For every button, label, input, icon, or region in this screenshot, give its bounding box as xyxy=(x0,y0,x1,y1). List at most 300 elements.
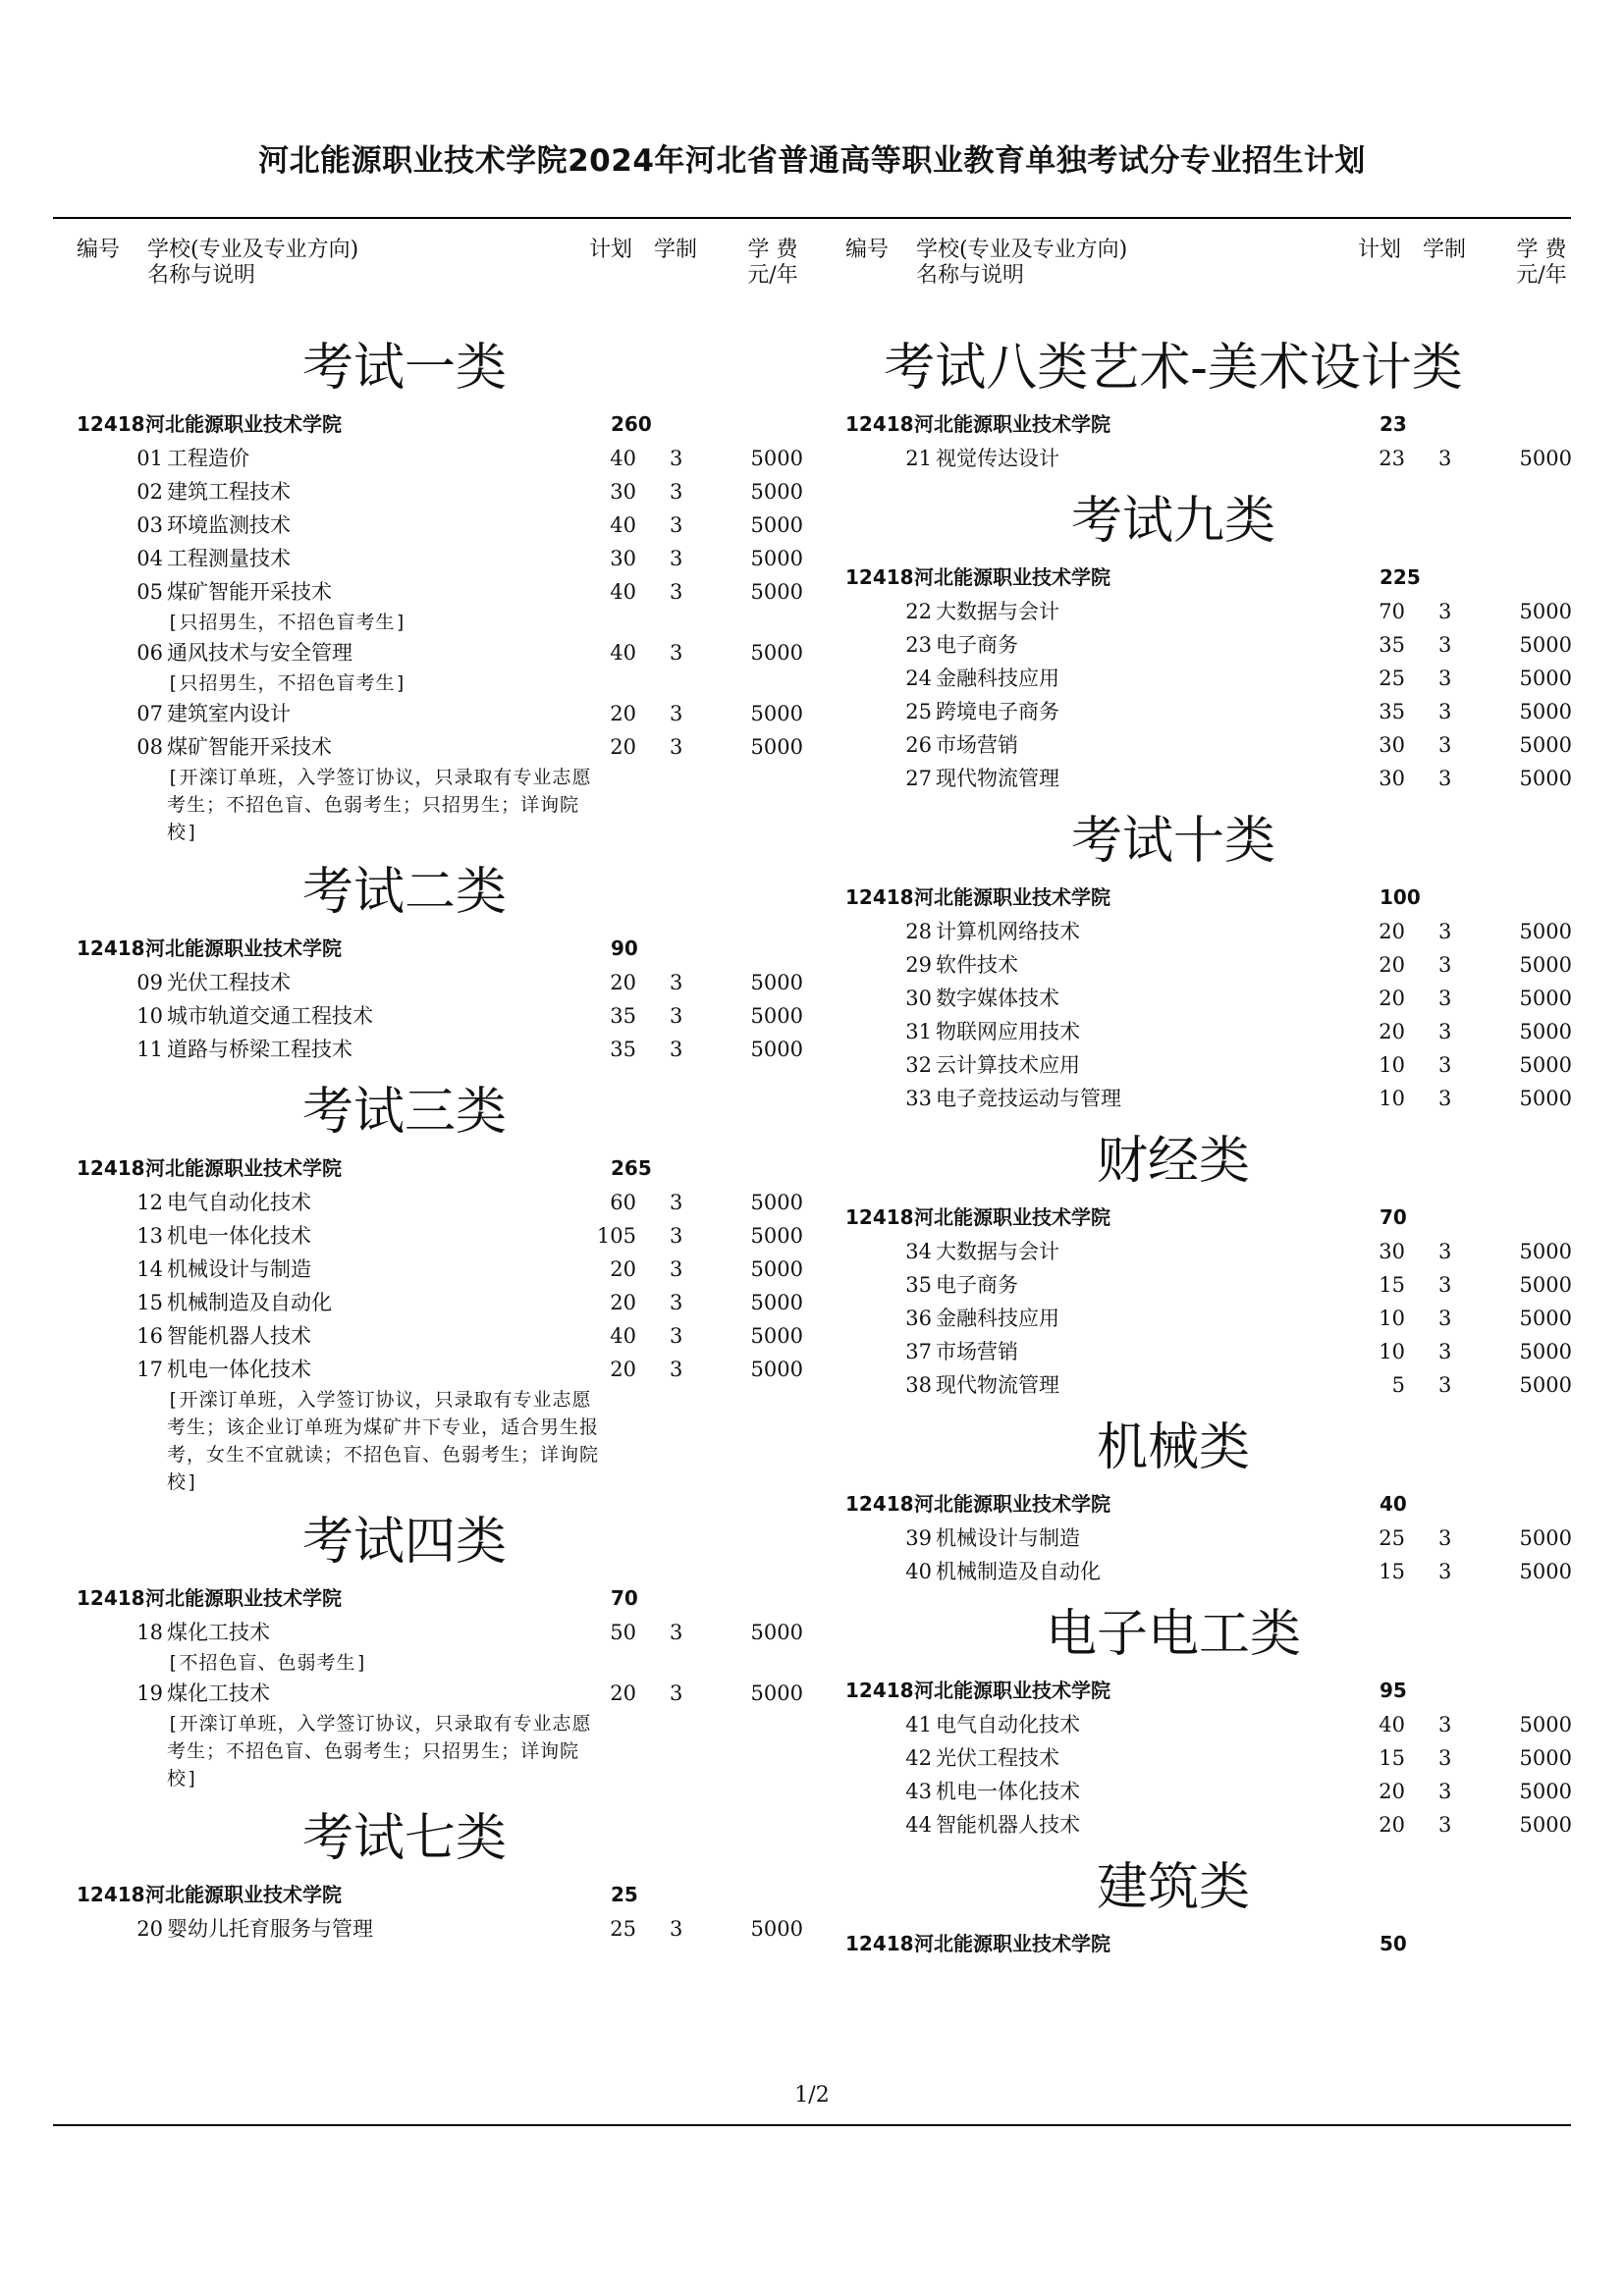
major-name: 大数据与会计 xyxy=(936,600,1059,623)
school-row xyxy=(839,1926,1586,1961)
header-years: 学制 xyxy=(1423,238,1467,262)
major-plan: 70 xyxy=(1379,600,1405,623)
header-plan: 计划 xyxy=(589,238,633,262)
school-name: 河北能源职业技术学院 xyxy=(145,936,342,960)
school-code: 12418 xyxy=(77,1586,145,1610)
major-years: 3 xyxy=(1438,1087,1452,1110)
major-fee: 5000 xyxy=(1519,1560,1572,1583)
page-number: 1/2 xyxy=(794,2083,830,2108)
major-fee: 5000 xyxy=(750,735,803,759)
major-row xyxy=(839,1555,1586,1588)
major-row xyxy=(71,575,817,609)
major-fee: 5000 xyxy=(750,1191,803,1214)
major-fee: 5000 xyxy=(1519,1780,1572,1803)
section-gap xyxy=(71,1792,817,1800)
school-code: 12418 xyxy=(845,565,914,589)
major-row xyxy=(71,1286,817,1319)
major-years: 3 xyxy=(1438,667,1452,690)
header-code: 编号 xyxy=(77,238,121,262)
major-plan: 10 xyxy=(1379,1087,1405,1110)
category-heading: 电子电工类 xyxy=(1045,1605,1301,1664)
major-name: 建筑室内设计 xyxy=(167,702,291,725)
major-years: 3 xyxy=(1438,733,1452,757)
major-code: 21 xyxy=(905,447,932,470)
major-name: 机械设计与制造 xyxy=(936,1526,1080,1550)
major-name: 金融科技应用 xyxy=(936,1307,1059,1330)
header-fee xyxy=(740,238,805,289)
major-row xyxy=(839,1368,1586,1402)
document-title: 河北能源职业技术学院2024年河北省普通高等职业教育单独考试分专业招生计划 xyxy=(258,143,1366,179)
major-name: 物联网应用技术 xyxy=(936,1020,1080,1043)
major-fee: 5000 xyxy=(1519,600,1572,623)
major-plan: 30 xyxy=(610,547,636,570)
major-years: 3 xyxy=(670,1324,683,1348)
category-heading: 考试一类 xyxy=(301,339,507,398)
major-name: 机械制造及自动化 xyxy=(936,1560,1101,1583)
major-name: 市场营销 xyxy=(936,733,1018,757)
major-row xyxy=(71,508,817,542)
major-row xyxy=(71,1186,817,1219)
major-plan: 15 xyxy=(1379,1746,1405,1770)
school-plan-total: 265 xyxy=(611,1156,652,1180)
major-name: 煤化工技术 xyxy=(167,1682,270,1705)
major-fee: 5000 xyxy=(750,547,803,570)
section-gap xyxy=(71,1496,817,1504)
major-fee: 5000 xyxy=(1519,1813,1572,1837)
major-code: 19 xyxy=(136,1682,163,1705)
header-name-line2: 名称与说明 xyxy=(916,263,1025,288)
header-code: 编号 xyxy=(845,238,890,262)
school-row xyxy=(839,1673,1586,1708)
school-name: 河北能源职业技术学院 xyxy=(914,1492,1110,1516)
major-code: 18 xyxy=(136,1621,163,1644)
section-gap xyxy=(839,1961,1586,1969)
major-row xyxy=(839,442,1586,475)
header-name xyxy=(147,238,358,289)
major-plan: 35 xyxy=(1379,633,1405,657)
major-years: 3 xyxy=(670,1257,683,1281)
major-code: 25 xyxy=(905,700,932,723)
major-row xyxy=(839,1268,1586,1302)
school-row xyxy=(71,1150,817,1186)
major-code: 06 xyxy=(136,641,163,665)
school-plan-total: 90 xyxy=(611,936,638,960)
major-years: 3 xyxy=(670,1004,683,1028)
major-years: 3 xyxy=(670,1682,683,1705)
major-fee: 5000 xyxy=(1519,1373,1572,1397)
major-row xyxy=(839,662,1586,695)
school-plan-total: 25 xyxy=(611,1883,638,1906)
major-fee: 5000 xyxy=(750,1257,803,1281)
major-name: 市场营销 xyxy=(936,1340,1018,1363)
major-plan: 35 xyxy=(610,1004,636,1028)
major-fee: 5000 xyxy=(750,641,803,665)
major-fee: 5000 xyxy=(1519,733,1572,757)
major-name: 机电一体化技术 xyxy=(936,1780,1080,1803)
major-code: 10 xyxy=(136,1004,163,1028)
school-code: 12418 xyxy=(77,1883,145,1906)
major-years: 3 xyxy=(1438,633,1452,657)
major-years: 3 xyxy=(670,971,683,994)
major-code: 13 xyxy=(136,1224,163,1248)
category-heading: 机械类 xyxy=(1096,1418,1250,1477)
category-heading: 考试二类 xyxy=(301,863,507,922)
major-name: 光伏工程技术 xyxy=(167,971,291,994)
major-years: 3 xyxy=(1438,700,1452,723)
major-name: 机械设计与制造 xyxy=(167,1257,311,1281)
major-years: 3 xyxy=(670,702,683,725)
major-note: [只招男生，不招色盲考生] xyxy=(167,612,407,633)
school-plan-total: 225 xyxy=(1380,565,1421,589)
header-fee-line1: 学 费 xyxy=(747,238,798,262)
school-row xyxy=(839,1486,1586,1522)
major-fee: 5000 xyxy=(1519,1526,1572,1550)
school-row xyxy=(71,1877,817,1912)
major-row xyxy=(839,982,1586,1015)
major-row xyxy=(839,1048,1586,1082)
major-code: 41 xyxy=(905,1713,932,1736)
category-heading: 考试三类 xyxy=(301,1083,507,1142)
major-plan: 20 xyxy=(1379,953,1405,977)
school-name: 河北能源职业技术学院 xyxy=(914,885,1110,909)
major-years: 3 xyxy=(1438,767,1452,790)
major-plan: 40 xyxy=(610,513,636,537)
category-heading: 考试四类 xyxy=(301,1513,507,1572)
header-name-line1: 学校(专业及专业方向) xyxy=(147,238,359,262)
major-years: 3 xyxy=(670,1621,683,1644)
major-code: 37 xyxy=(905,1340,932,1363)
major-code: 43 xyxy=(905,1780,932,1803)
category-heading: 考试十类 xyxy=(1070,812,1275,871)
major-name: 煤矿智能开采技术 xyxy=(167,735,332,759)
major-years: 3 xyxy=(1438,1713,1452,1736)
major-plan: 10 xyxy=(1379,1340,1405,1363)
major-plan: 50 xyxy=(610,1621,636,1644)
major-name: 视觉传达设计 xyxy=(936,447,1059,470)
major-name: 电子商务 xyxy=(936,1273,1018,1297)
major-years: 3 xyxy=(670,513,683,537)
major-plan: 60 xyxy=(610,1191,636,1214)
major-name: 软件技术 xyxy=(936,953,1018,977)
major-row xyxy=(839,1235,1586,1268)
school-name: 河北能源职业技术学院 xyxy=(914,412,1110,436)
major-row xyxy=(71,1319,817,1353)
major-name: 通风技术与安全管理 xyxy=(167,641,352,665)
major-plan: 15 xyxy=(1379,1273,1405,1297)
major-plan: 20 xyxy=(610,1682,636,1705)
school-plan-total: 40 xyxy=(1380,1492,1407,1516)
major-years: 3 xyxy=(670,580,683,604)
school-plan-total: 23 xyxy=(1380,412,1407,436)
major-name: 现代物流管理 xyxy=(936,767,1059,790)
major-note: [不招色盲、色弱考生] xyxy=(167,1652,368,1674)
major-fee: 5000 xyxy=(1519,633,1572,657)
major-code: 26 xyxy=(905,733,932,757)
major-name: 建筑工程技术 xyxy=(167,480,291,504)
major-name: 婴幼儿托育服务与管理 xyxy=(167,1917,373,1941)
major-row xyxy=(71,1677,817,1710)
major-code: 01 xyxy=(136,447,163,470)
major-name: 机电一体化技术 xyxy=(167,1358,311,1381)
school-row xyxy=(839,1200,1586,1235)
major-fee: 5000 xyxy=(750,513,803,537)
major-plan: 30 xyxy=(1379,767,1405,790)
major-fee: 5000 xyxy=(750,971,803,994)
major-years: 3 xyxy=(670,735,683,759)
category-heading: 财经类 xyxy=(1096,1132,1250,1191)
major-code: 03 xyxy=(136,513,163,537)
major-note: [开滦订单班，入学签订协议，只录取有专业志愿考生；该企业订单班为煤矿井下专业，适合男生报考，女生不宜就读；不招色盲、色弱考生；详询院校] xyxy=(167,1389,600,1493)
major-years: 3 xyxy=(670,1224,683,1248)
school-name: 河北能源职业技术学院 xyxy=(145,1156,342,1180)
major-fee: 5000 xyxy=(750,1358,803,1381)
major-name: 煤化工技术 xyxy=(167,1621,270,1644)
major-name: 环境监测技术 xyxy=(167,513,291,537)
category-heading: 考试七类 xyxy=(301,1809,507,1868)
left-column xyxy=(71,232,817,1953)
major-row xyxy=(839,1015,1586,1048)
major-plan: 40 xyxy=(610,641,636,665)
major-name: 跨境电子商务 xyxy=(936,700,1059,723)
major-code: 39 xyxy=(905,1526,932,1550)
major-years: 3 xyxy=(1438,920,1452,943)
major-row xyxy=(839,1335,1586,1368)
major-years: 3 xyxy=(670,1038,683,1061)
school-code: 12418 xyxy=(845,1492,914,1516)
major-code: 30 xyxy=(905,987,932,1010)
major-fee: 5000 xyxy=(750,447,803,470)
major-years: 3 xyxy=(1438,1053,1452,1077)
major-note: [开滦订单班，入学签订协议，只录取有专业志愿考生；不招色盲、色弱考生；只招男生；详询院校] xyxy=(167,1713,592,1789)
major-code: 27 xyxy=(905,767,932,790)
major-fee: 5000 xyxy=(1519,1307,1572,1330)
major-code: 02 xyxy=(136,480,163,504)
major-years: 3 xyxy=(1438,447,1452,470)
major-row xyxy=(839,915,1586,948)
major-row xyxy=(71,697,817,730)
school-code: 12418 xyxy=(845,412,914,436)
major-name: 现代物流管理 xyxy=(936,1373,1059,1397)
major-name: 电子商务 xyxy=(936,633,1018,657)
major-code: 11 xyxy=(136,1038,163,1061)
major-plan: 25 xyxy=(1379,667,1405,690)
major-row xyxy=(839,695,1586,728)
major-plan: 20 xyxy=(1379,1780,1405,1803)
major-row xyxy=(71,542,817,575)
school-plan-total: 70 xyxy=(611,1586,638,1610)
major-years: 3 xyxy=(1438,1307,1452,1330)
major-code: 12 xyxy=(136,1191,163,1214)
major-name: 电气自动化技术 xyxy=(936,1713,1080,1736)
major-code: 33 xyxy=(905,1087,932,1110)
school-row xyxy=(71,406,817,442)
major-years: 3 xyxy=(1438,1020,1452,1043)
major-plan: 105 xyxy=(596,1224,636,1248)
header-fee-line1: 学 费 xyxy=(1516,238,1567,262)
school-name: 河北能源职业技术学院 xyxy=(914,565,1110,589)
school-code: 12418 xyxy=(77,412,145,436)
header-fee xyxy=(1509,238,1574,289)
major-years: 3 xyxy=(670,641,683,665)
major-row xyxy=(839,948,1586,982)
major-code: 44 xyxy=(905,1813,932,1837)
section-gap xyxy=(839,1842,1586,1849)
major-years: 3 xyxy=(1438,1373,1452,1397)
major-years: 3 xyxy=(1438,1813,1452,1837)
major-fee: 5000 xyxy=(1519,953,1572,977)
school-code: 12418 xyxy=(77,1156,145,1180)
major-years: 3 xyxy=(670,480,683,504)
major-note: [开滦订单班，入学签订协议，只录取有专业志愿考生；不招色盲、色弱考生；只招男生；详询院校] xyxy=(167,767,592,843)
school-code: 12418 xyxy=(77,936,145,960)
major-name: 智能机器人技术 xyxy=(167,1324,311,1348)
section-gap xyxy=(71,1066,817,1074)
major-plan: 23 xyxy=(1379,447,1405,470)
major-years: 3 xyxy=(1438,1526,1452,1550)
school-code: 12418 xyxy=(845,1679,914,1702)
school-plan-total: 50 xyxy=(1380,1932,1407,1955)
major-plan: 20 xyxy=(1379,987,1405,1010)
major-code: 17 xyxy=(136,1358,163,1381)
major-plan: 20 xyxy=(1379,1813,1405,1837)
major-name: 机电一体化技术 xyxy=(167,1224,311,1248)
major-name: 工程测量技术 xyxy=(167,547,291,570)
right-column xyxy=(839,232,1586,1969)
major-plan: 10 xyxy=(1379,1053,1405,1077)
major-code: 07 xyxy=(136,702,163,725)
major-code: 15 xyxy=(136,1291,163,1314)
major-row xyxy=(71,1253,817,1286)
major-fee: 5000 xyxy=(750,1004,803,1028)
major-row xyxy=(71,442,817,475)
column-header xyxy=(839,232,1586,330)
major-code: 20 xyxy=(136,1917,163,1941)
category-heading: 建筑类 xyxy=(1096,1858,1250,1917)
school-code: 12418 xyxy=(845,885,914,909)
top-rule xyxy=(53,217,1571,219)
major-row xyxy=(71,1353,817,1386)
major-name: 计算机网络技术 xyxy=(936,920,1080,943)
header-years: 学制 xyxy=(654,238,698,262)
major-row xyxy=(71,1616,817,1649)
category-heading: 考试八类艺术-美术设计类 xyxy=(884,339,1463,398)
header-name-line2: 名称与说明 xyxy=(147,263,256,288)
major-name: 电气自动化技术 xyxy=(167,1191,311,1214)
bottom-rule xyxy=(53,2124,1571,2126)
major-name: 云计算技术应用 xyxy=(936,1053,1080,1077)
major-plan: 20 xyxy=(610,1257,636,1281)
section-gap xyxy=(839,1115,1586,1123)
major-years: 3 xyxy=(1438,987,1452,1010)
major-fee: 5000 xyxy=(1519,1340,1572,1363)
major-plan: 30 xyxy=(1379,733,1405,757)
major-fee: 5000 xyxy=(750,1224,803,1248)
school-row xyxy=(839,406,1586,442)
major-row xyxy=(839,628,1586,662)
major-years: 3 xyxy=(1438,1240,1452,1263)
school-row xyxy=(839,880,1586,915)
major-code: 08 xyxy=(136,735,163,759)
major-code: 24 xyxy=(905,667,932,690)
major-years: 3 xyxy=(1438,1746,1452,1770)
major-years: 3 xyxy=(1438,600,1452,623)
major-row xyxy=(71,475,817,508)
major-name: 城市轨道交通工程技术 xyxy=(167,1004,373,1028)
major-years: 3 xyxy=(670,1358,683,1381)
major-row xyxy=(839,1775,1586,1808)
major-plan: 40 xyxy=(610,447,636,470)
section-gap xyxy=(839,1588,1586,1596)
major-code: 29 xyxy=(905,953,932,977)
major-name: 数字媒体技术 xyxy=(936,987,1059,1010)
major-name: 大数据与会计 xyxy=(936,1240,1059,1263)
major-row xyxy=(71,1912,817,1946)
school-name: 河北能源职业技术学院 xyxy=(914,1205,1110,1229)
school-name: 河北能源职业技术学院 xyxy=(145,1586,342,1610)
school-code: 12418 xyxy=(845,1932,914,1955)
category-heading: 考试九类 xyxy=(1070,492,1275,551)
major-fee: 5000 xyxy=(1519,767,1572,790)
major-plan: 20 xyxy=(1379,920,1405,943)
major-plan: 40 xyxy=(1379,1713,1405,1736)
major-code: 22 xyxy=(905,600,932,623)
major-name: 道路与桥梁工程技术 xyxy=(167,1038,352,1061)
header-plan: 计划 xyxy=(1358,238,1402,262)
left-sections xyxy=(71,330,817,1953)
major-fee: 5000 xyxy=(750,580,803,604)
major-plan: 10 xyxy=(1379,1307,1405,1330)
major-row xyxy=(839,595,1586,628)
major-row xyxy=(839,1741,1586,1775)
school-plan-total: 70 xyxy=(1380,1205,1407,1229)
major-code: 40 xyxy=(905,1560,932,1583)
major-fee: 5000 xyxy=(1519,447,1572,470)
major-code: 14 xyxy=(136,1257,163,1281)
major-code: 32 xyxy=(905,1053,932,1077)
header-fee-line2: 元/年 xyxy=(1516,263,1567,288)
column-header xyxy=(71,232,817,330)
major-row xyxy=(71,730,817,764)
major-years: 3 xyxy=(1438,1340,1452,1363)
major-years: 3 xyxy=(1438,953,1452,977)
major-fee: 5000 xyxy=(1519,1053,1572,1077)
major-plan: 15 xyxy=(1379,1560,1405,1583)
major-name: 电子竞技运动与管理 xyxy=(936,1087,1121,1110)
major-row xyxy=(71,1033,817,1066)
header-name xyxy=(916,238,1127,289)
school-name: 河北能源职业技术学院 xyxy=(914,1679,1110,1702)
school-code: 12418 xyxy=(845,1205,914,1229)
major-code: 16 xyxy=(136,1324,163,1348)
major-fee: 5000 xyxy=(1519,987,1572,1010)
major-code: 36 xyxy=(905,1307,932,1330)
major-code: 28 xyxy=(905,920,932,943)
school-name: 河北能源职业技术学院 xyxy=(145,412,342,436)
major-fee: 5000 xyxy=(750,1324,803,1348)
school-plan-total: 95 xyxy=(1380,1679,1407,1702)
major-plan: 5 xyxy=(1391,1373,1405,1397)
major-row xyxy=(839,728,1586,762)
major-code: 09 xyxy=(136,971,163,994)
major-plan: 20 xyxy=(610,702,636,725)
school-name: 河北能源职业技术学院 xyxy=(914,1932,1110,1955)
major-fee: 5000 xyxy=(750,480,803,504)
major-fee: 5000 xyxy=(1519,1713,1572,1736)
school-plan-total: 260 xyxy=(611,412,652,436)
major-fee: 5000 xyxy=(1519,1087,1572,1110)
major-fee: 5000 xyxy=(750,1038,803,1061)
major-fee: 5000 xyxy=(1519,920,1572,943)
